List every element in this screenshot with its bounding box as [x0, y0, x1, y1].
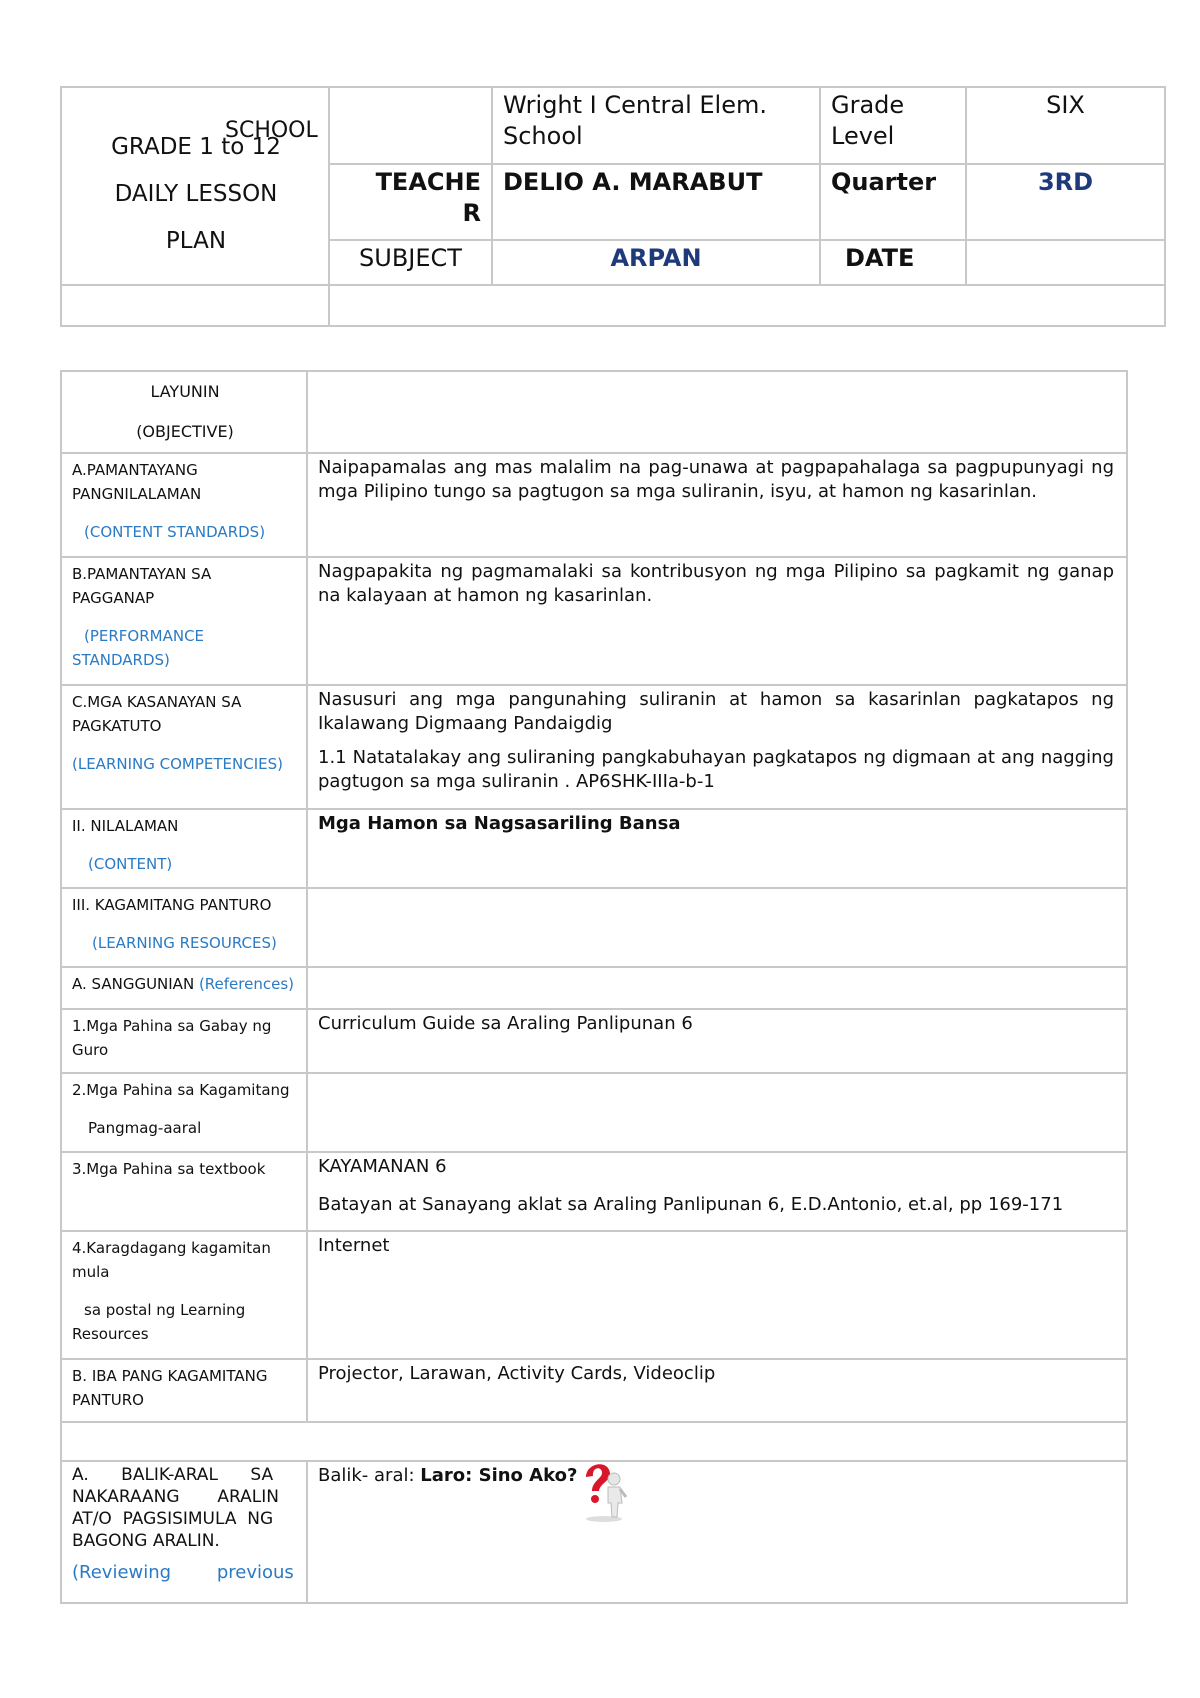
grade-level-label: Grade Level: [820, 87, 966, 164]
additional-value: Internet: [307, 1231, 1127, 1359]
lesson-table: [60, 370, 1128, 1604]
resources-value-cell: [307, 888, 1127, 967]
objective-label: LAYUNIN: [150, 382, 220, 401]
performance-standards-label-cell: [61, 557, 307, 685]
content-standards-label-2: PANGNILALAMAN: [72, 485, 202, 503]
performance-standards-sub-1: (PERFORMANCE: [84, 627, 205, 645]
competencies-label-cell: [61, 685, 307, 809]
objective-value-cell: [307, 371, 1127, 453]
table-row: [61, 371, 1127, 453]
other-materials-label-1: B. IBA PANG KAGAMITANG: [72, 1367, 268, 1385]
competencies-value-cell: [307, 685, 1127, 809]
teacher-guide-value: Curriculum Guide sa Araling Panlipunan 6: [307, 1009, 1127, 1073]
school-blank-cell: [329, 87, 492, 164]
table-row: [61, 967, 1127, 1009]
blank-cell-left: [61, 285, 329, 326]
table-row: [61, 453, 1127, 557]
textbook-value-cell: [307, 1152, 1127, 1231]
table-row: [61, 1009, 1127, 1073]
date-label: DATE: [820, 240, 966, 285]
table-row: [61, 1231, 1127, 1359]
resources-label: III. KAGAMITANG PANTURO: [72, 896, 272, 914]
learner-materials-label-cell: [61, 1073, 307, 1152]
teacher-guide-label-2: Guro: [72, 1041, 109, 1059]
table-row: [61, 888, 1127, 967]
table-row: [61, 557, 1127, 685]
additional-label-1: 4.Karagdagang kagamitan: [72, 1239, 271, 1257]
learner-materials-label-2: Pangmag-aaral: [88, 1119, 202, 1137]
performance-standards-sub-2: STANDARDS): [72, 651, 170, 669]
review-label-2: NAKARAANG ARALIN: [72, 1487, 279, 1507]
title-line-1: GRADE 1 to 12: [111, 134, 281, 160]
quarter-label: Quarter: [820, 164, 966, 240]
quarter-value: 3RD: [966, 164, 1165, 240]
other-materials-label-2: PANTURO: [72, 1391, 144, 1409]
performance-standards-label-1: B.PAMANTAYAN SA: [72, 565, 212, 583]
content-standards-label-1: A.PAMANTAYANG: [72, 461, 198, 479]
additional-label-4: Resources: [72, 1325, 149, 1343]
textbook-label: 3.Mga Pahina sa textbook: [72, 1160, 266, 1178]
review-label-cell: [61, 1461, 307, 1603]
teacher-guide-label-cell: [61, 1009, 307, 1073]
review-value-prefix: Balik- aral:: [318, 1465, 421, 1486]
performance-standards-value: Nagpapakita ng pagmamalaki sa kontribusyon ng mga Pilipino sa pagkamit ng ganap na kalayaan at hamon ng kasarinlan.: [307, 557, 1127, 685]
learner-materials-value: [307, 1073, 1127, 1152]
table-row: [61, 1152, 1127, 1231]
additional-label-2: mula: [72, 1263, 110, 1281]
textbook-value-2: Batayan at Sanayang aklat sa Araling Panlipunan 6, E.D.Antonio, et.al, pp 169-171: [318, 1194, 1064, 1215]
header-table: [60, 86, 1166, 327]
review-label-4: BAGONG ARALIN.: [72, 1531, 220, 1551]
teacher-label-1: TEACHE: [375, 167, 481, 196]
review-label-1: A. BALIK-ARAL SA: [72, 1465, 274, 1485]
spacer-row-cell: [61, 1422, 1127, 1461]
performance-standards-sub: [72, 624, 298, 672]
additional-label-3: sa postal ng Learning: [84, 1301, 246, 1319]
competencies-label-2: PAGKATUTO: [72, 717, 162, 735]
references-value-cell: [307, 967, 1127, 1009]
teacher-label-2: R: [462, 198, 481, 227]
teacher-label: [329, 164, 492, 240]
learner-materials-label-1: 2.Mga Pahina sa Kagamitang: [72, 1081, 290, 1099]
date-value: [966, 240, 1165, 285]
grade-level-value: SIX: [966, 87, 1165, 164]
table-row: [61, 1422, 1127, 1461]
content-label: II. NILALAMAN: [72, 817, 179, 835]
content-standards-label-cell: [61, 453, 307, 557]
table-row: [61, 685, 1127, 809]
references-sub: (References): [198, 975, 294, 993]
competencies-value-1: Nasusuri ang mga pangunahing suliranin at hamon sa kasarinlan pagkatapos ng Ikalawang Digmaang Pandaigdig: [318, 689, 1114, 734]
subject-label: SUBJECT: [329, 240, 492, 285]
review-label-3: AT/O PAGSISIMULA NG: [72, 1509, 274, 1529]
table-row: [61, 1073, 1127, 1152]
additional-label-cell: [61, 1231, 307, 1359]
other-materials-label-cell: [61, 1359, 307, 1422]
table-row: [61, 809, 1127, 888]
resources-label-cell: [61, 888, 307, 967]
table-row: [61, 1359, 1127, 1422]
additional-label-block: [72, 1298, 298, 1346]
review-value-cell: [307, 1461, 1127, 1603]
title-line-3: PLAN: [165, 228, 227, 254]
subject-value: ARPAN: [492, 240, 820, 285]
other-materials-value: Projector, Larawan, Activity Cards, Videoclip: [307, 1359, 1127, 1422]
title-line-2: DAILY LESSON: [114, 181, 278, 207]
content-label-cell: [61, 809, 307, 888]
references-label: A. SANGGUNIAN: [72, 975, 199, 993]
competencies-value-2: 1.1 Natatalakay ang suliraning pangkabuhayan pagkatapos ng digmaan at ang nagging pagtugon sa mga suliranin . AP6SHK-IIIa-b-1: [318, 747, 1114, 792]
content-standards-value: Naipapamalas ang mas malalim na pag-unawa at pagpapahalaga sa pagpupunyagi ng mga Pilipino tungo sa pagtugon sa mga suliranin, isyu, at hamon ng kasarinlan.: [307, 453, 1127, 557]
dlp-title-cell: [61, 87, 329, 285]
teacher-guide-label-1: 1.Mga Pahina sa Gabay ng: [72, 1017, 272, 1035]
textbook-value-1: KAYAMANAN 6: [318, 1156, 447, 1177]
competencies-sub: (LEARNING COMPETENCIES): [72, 755, 283, 773]
competencies-label-1: C.MGA KASANAYAN SA: [72, 693, 242, 711]
review-sub: (Reviewing previous: [72, 1562, 294, 1583]
question-person-icon: [578, 1457, 630, 1523]
content-value: Mga Hamon sa Nagsasariling Bansa: [307, 809, 1127, 888]
school-label: SCHOOL: [225, 118, 318, 143]
blank-cell-right: [329, 285, 1165, 326]
performance-standards-label-2: PAGGANAP: [72, 589, 155, 607]
content-standards-sub: (CONTENT STANDARDS): [84, 523, 266, 541]
resources-sub: (LEARNING RESOURCES): [92, 934, 277, 952]
objective-label-cell: [61, 371, 307, 453]
references-label-cell: [61, 967, 307, 1009]
objective-sub: (OBJECTIVE): [136, 422, 234, 441]
content-sub: (CONTENT): [88, 855, 173, 873]
teacher-value: DELIO A. MARABUT: [492, 164, 820, 240]
textbook-label-cell: [61, 1152, 307, 1231]
review-value-bold: Laro: Sino Ako?: [420, 1465, 578, 1486]
school-value: Wright I Central Elem. School: [492, 87, 820, 164]
